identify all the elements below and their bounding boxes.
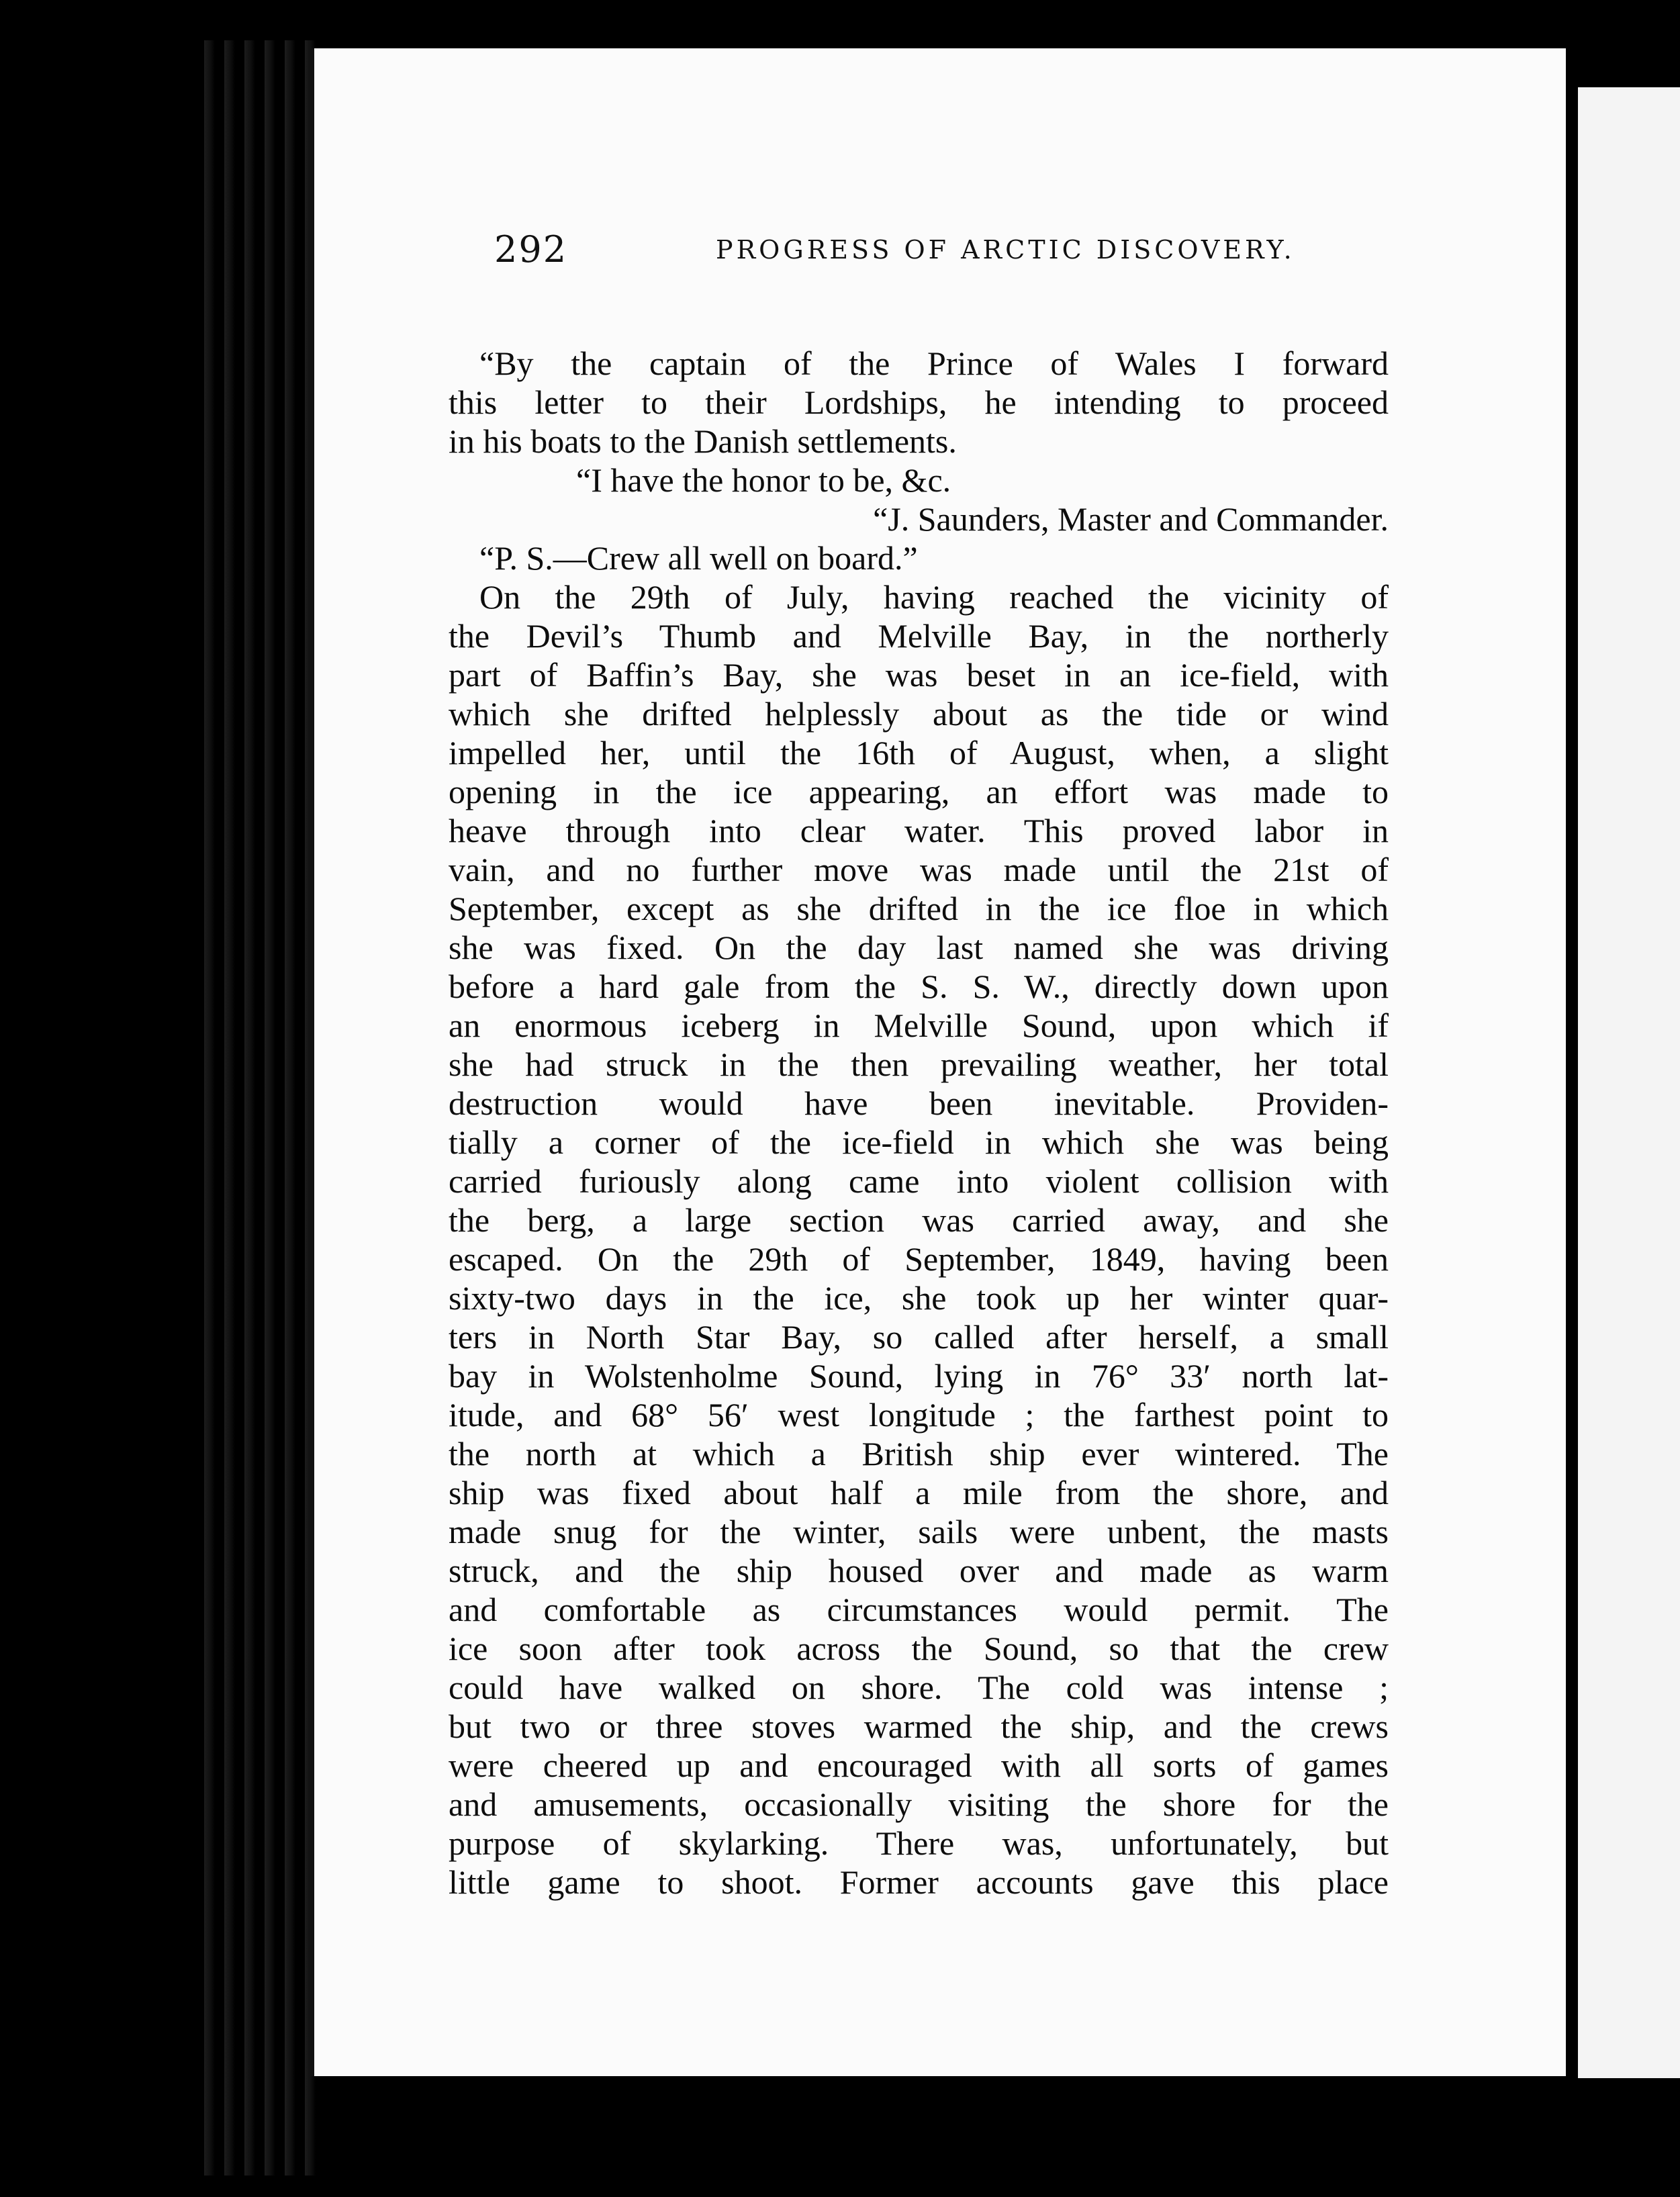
text-line: bay in Wolstenholme Sound, lying in 76° 33′ north lat- [449, 1357, 1389, 1395]
text-line: she had struck in the then prevailing weather, her total [449, 1045, 1389, 1083]
text-line: in his boats to the Danish settlements. [449, 422, 957, 460]
text-line: this letter to their Lordships, he intending to proceed [449, 383, 1389, 421]
text-line: itude, and 68° 56′ west longitude ; the farthest point to [449, 1396, 1389, 1434]
text-line: ice soon after took across the Sound, so that the crew [449, 1630, 1389, 1667]
text-line: the Devil’s Thumb and Melville Bay, in the northerly [449, 617, 1389, 655]
text-line: and amusements, occasionally visiting the shore for the [449, 1785, 1389, 1823]
text-line: On the 29th of July, having reached the vicinity of [479, 578, 1389, 616]
text-line: “By the captain of the Prince of Wales I forward [479, 344, 1389, 382]
text-line: sixty-two days in the ice, she took up her winter quar- [449, 1279, 1389, 1317]
adjacent-page-edge [1578, 87, 1680, 2078]
text-line: heave through into clear water. This proved labor in [449, 812, 1389, 849]
text-line: were cheered up and encouraged with all sorts of games [449, 1746, 1389, 1784]
text-line: which she drifted helplessly about as the tide or wind [449, 695, 1389, 733]
text-line: carried furiously along came into violent collision with [449, 1162, 1389, 1200]
text-line: part of Baffin’s Bay, she was beset in an ice-field, with [449, 656, 1389, 694]
text-line: ters in North Star Bay, so called after herself, a small [449, 1318, 1389, 1356]
text-line: tially a corner of the ice-field in which she was being [449, 1123, 1389, 1161]
text-line: the berg, a large section was carried away, and she [449, 1201, 1389, 1239]
text-line: purpose of skylarking. There was, unfortunately, but [449, 1824, 1389, 1862]
text-line: little game to shoot. Former accounts gave this place [449, 1863, 1389, 1901]
text-line: before a hard gale from the S. S. W., directly down upon [449, 968, 1389, 1005]
text-line: she was fixed. On the day last named she was driving [449, 929, 1389, 966]
text-line: opening in the ice appearing, an effort was made to [449, 773, 1389, 810]
text-line: struck, and the ship housed over and made as warm [449, 1552, 1389, 1589]
signature-line: “J. Saunders, Master and Commander. [873, 500, 1389, 538]
book-spine [195, 40, 316, 2176]
text-line: but two or three stoves warmed the ship, and the crews [449, 1708, 1389, 1745]
text-line: vain, and no further move was made until the 21st of [449, 851, 1389, 888]
page-number: 292 [494, 228, 568, 271]
text-line: and comfortable as circumstances would permit. The [449, 1591, 1389, 1628]
running-title: PROGRESS OF ARCTIC DISCOVERY. [716, 235, 1295, 265]
text-line: the north at which a British ship ever wintered. The [449, 1435, 1389, 1473]
text-line: September, except as she drifted in the ice floe in which [449, 890, 1389, 927]
text-line: could have walked on shore. The cold was intense ; [449, 1669, 1389, 1706]
text-line: made snug for the winter, sails were unbent, the masts [449, 1513, 1389, 1550]
book-page [310, 48, 1566, 2076]
running-head [494, 228, 1569, 282]
text-line: “I have the honor to be, &c. [576, 461, 951, 499]
postscript-line: “P. S.—Crew all well on board.” [479, 539, 918, 577]
text-line: destruction would have been inevitable. Providen- [449, 1084, 1389, 1122]
text-line: impelled her, until the 16th of August, when, a slight [449, 734, 1389, 772]
text-line: escaped. On the 29th of September, 1849, having been [449, 1240, 1389, 1278]
text-line: an enormous iceberg in Melville Sound, upon which if [449, 1007, 1389, 1044]
body-text [449, 344, 1389, 1902]
text-line: ship was fixed about half a mile from the shore, and [449, 1474, 1389, 1511]
